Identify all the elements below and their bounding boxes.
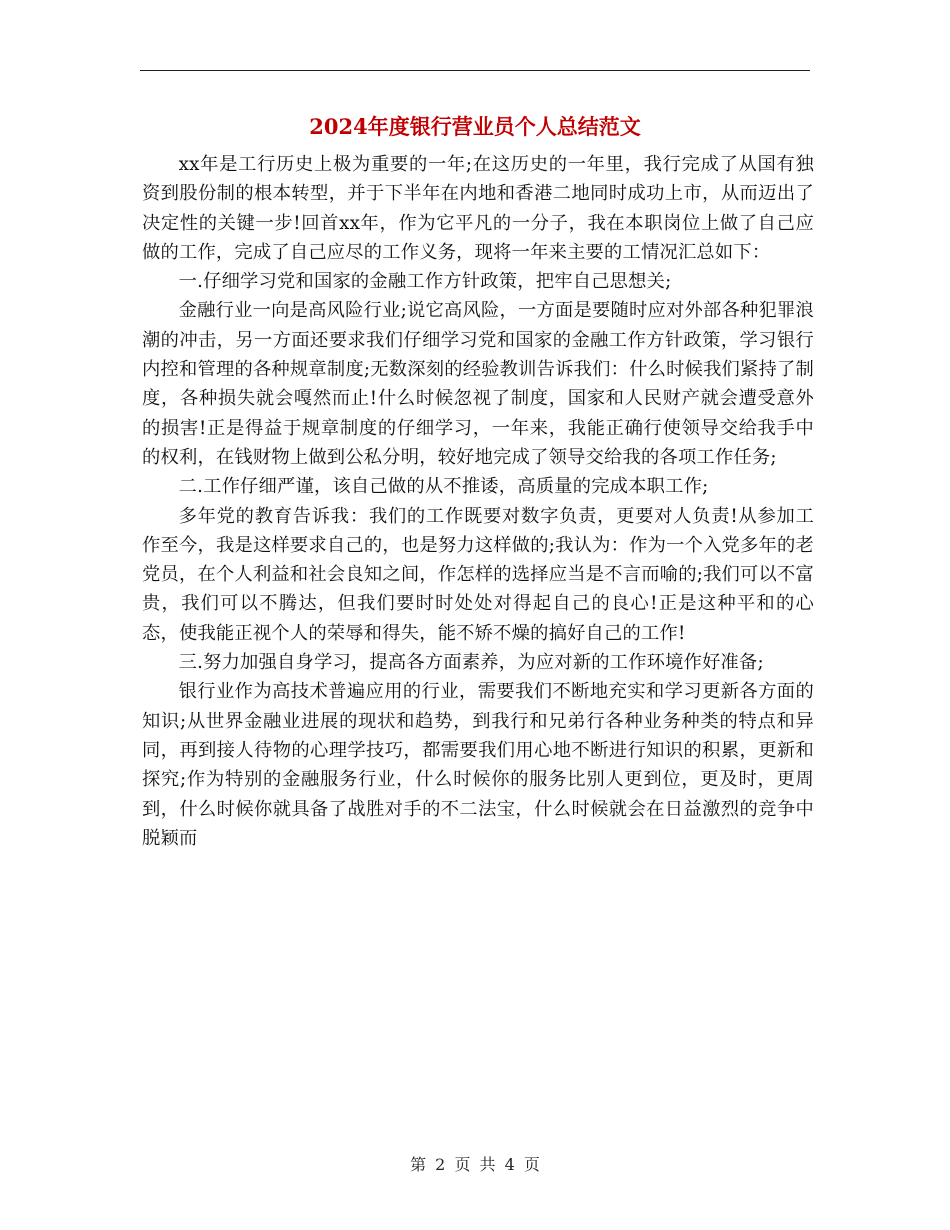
document-title: 2024年度银行营业员个人总结范文 — [309, 114, 641, 139]
paragraph-section-3: 银行业作为高技术普遍应用的行业，需要我们不断地充实和学习更新各方面的知识;从世界金融业进展的现状和趋势，到我行和兄弟行各种业务种类的特点和异同，再到接人待物的心理学技巧，都需要我们用心地不断进行知识的积累，更新和探究;作为特别的金融服务行业，什么时候你的服务比别人更到位，更及时，更周到，什么时候你就具备了战胜对手的不二法宝，什么时候就会在日益激烈的竞争中脱颖而 — [142, 681, 814, 849]
paragraph-section-2: 多年党的教育告诉我：我们的工作既要对数字负责，更要对人负责!从参加工作至今，我是这样要求自己的，也是努力这样做的;我认为：作为一个入党多年的老党员，在个人利益和社会良知之间，作怎样的选择应当是不言而喻的;我们可以不富贵，我们可以不腾达，但我们要时时处处对得起自己的良心!正是这种平和的心态，使我能正视个人的荣辱和得失，能不矫不燥的搞好自己的工作! — [142, 505, 814, 644]
document-body — [142, 150, 814, 853]
page-number-footer: 第 2 页 共 4 页 — [410, 1155, 540, 1174]
paragraph-section-1: 金融行业一向是高风险行业;说它高风险，一方面是要随时应对外部各种犯罪浪潮的冲击，另一方面还要求我们仔细学习党和国家的金融工作方针政策，学习银行内控和管理的各种规章制度;无数深刻的经验教训告诉我们：什么时候我们紧持了制度，各种损失就会嘎然而止!什么时候忽视了制度，国家和人民财产就会遭受意外的损害!正是得益于规章制度的仔细学习，一年来，我能正确行使领导交给我手中的权利，在钱财物上做到公私分明，较好地完成了领导交给我的各项工作任务; — [142, 300, 814, 468]
section-heading-3: 三.努力加强自身学习，提高各方面素养，为应对新的工作环境作好准备; — [178, 652, 764, 674]
paragraph-intro: xx年是工行历史上极为重要的一年;在这历史的一年里，我行完成了从国有独资到股份制的根本转型，并于下半年在内地和香港二地同时成功上市，从而迈出了决定性的关键一步!回首xx年，作为它平凡的一分子，我在本职岗位上做了自己应做的工作，完成了自己应尽的工作义务，现将一年来主要的工情况汇总如下： — [142, 154, 814, 263]
header-rule — [140, 70, 810, 71]
section-heading-1: 一.仔细学习党和国家的金融工作方针政策，把牢自己思想关; — [178, 271, 672, 293]
section-heading-2: 二.工作仔细严谨，该自己做的从不推诿，高质量的完成本职工作; — [178, 476, 709, 498]
